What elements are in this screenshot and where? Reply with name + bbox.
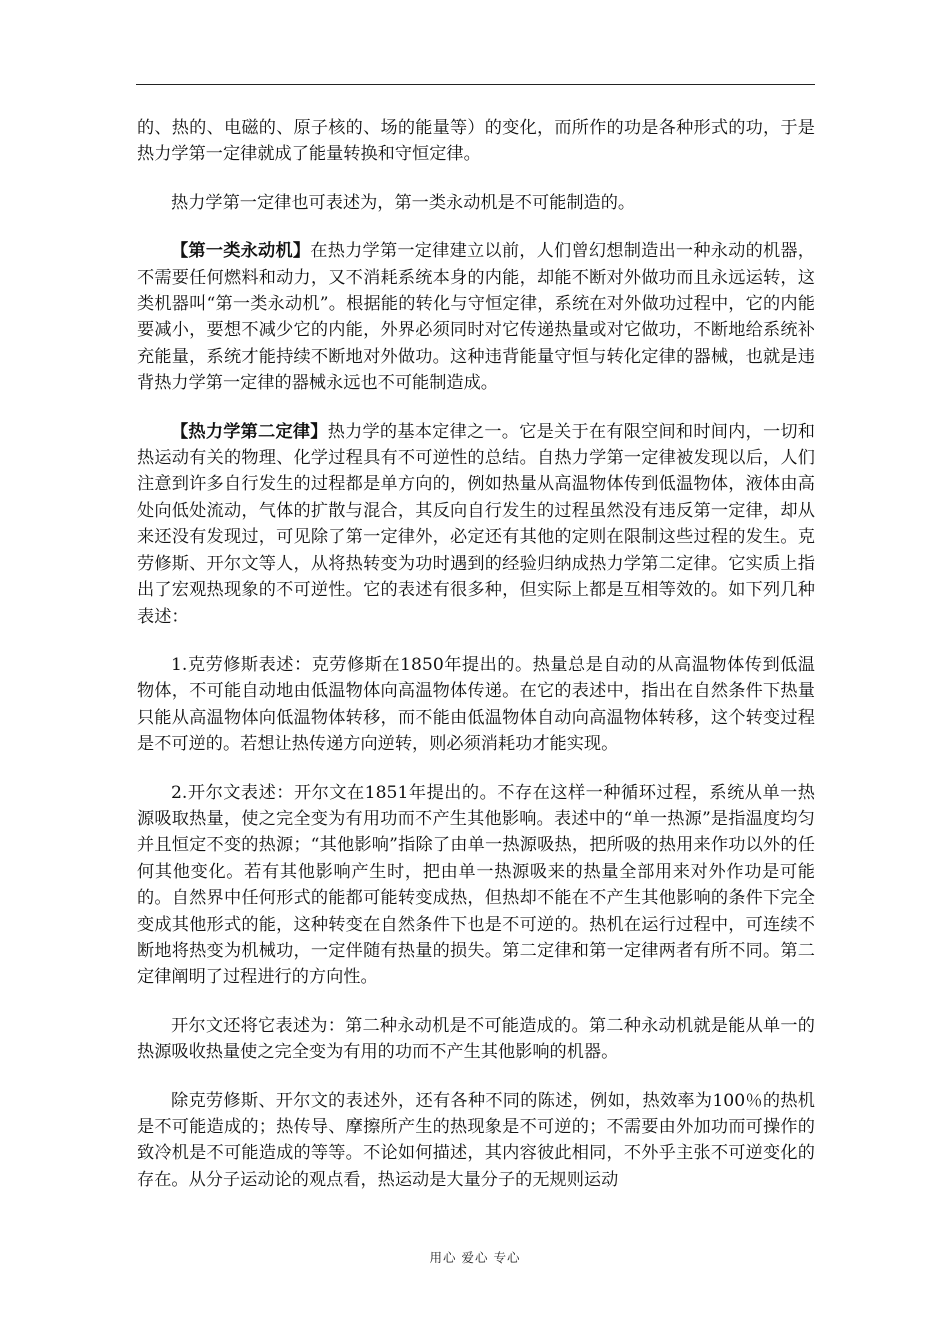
paragraph-text: 热力学第一定律也可表述为，第一类永动机是不可能制造的。 [171,192,636,213]
paragraph-other-statements [137,1088,815,1194]
paragraph-first-law-alt-statement [137,190,815,216]
document-body [137,115,815,1215]
paragraph-text: 的、热的、电磁的、原子核的、场的能量等）的变化，而所作的功是各种形式的功，于是热力学第一定律就成了能量转换和守恒定律。 [137,118,815,165]
paragraph-text: 1.克劳修斯表述：克劳修斯在1850年提出的。热量总是自动的从高温物体传到低温物体，不可能自动地由低温物体向高温物体传递。在它的表述中，指出在自然条件下热量只能从高温物体向低温物体转移，而不能由低温物体自动向高温物体转移，这个转变过程是不可逆的。若想让热传递方向逆转，则必须消耗功才能实现。 [137,654,815,755]
paragraph-clausius-statement [137,652,815,758]
paragraph-perpetual-motion-first-kind [137,238,815,396]
paragraph-text: 2.开尔文表述：开尔文在1851年提出的。不存在这样一种循环过程，系统从单一热源吸取热量，使之完全变为有用功而不产生其他影响。表述中的“单一热源”是指温度均匀并且恒定不变的热源；“其他影响”指除了由单一热源吸热，把所吸的热用来作功以外的任何其他变化。若有其他影响产生时，把由单一热源吸来的热量全部用来对外作功是可能的。自然界中任何形式的能都可能转变成热，但热却不能在不产生其他影响的条件下完全变成其他形式的能，这种转变在自然条件下也是不可逆的。热机在运行过程中，可连续不断地将热变为机械功，一定伴随有热量的损失。第二定律和第一定律两者有所不同。第二定律阐明了过程进行的方向性。 [137,782,815,988]
paragraph-kelvin-second-kind [137,1013,815,1066]
paragraph-text: 在热力学第一定律建立以前，人们曾幻想制造出一种永动的机器，不需要任何燃料和动力，又不消耗系统本身的内能，却能不断对外做功而且永远运转，这类机器叫“第一类永动机”。根据能的转化与守恒定律，系统在对外做功过程中，它的内能要减小，要想不减少它的内能，外界必须同时对它传递热量或对它做功，不断地给系统补充能量，系统才能持续不断地对外做功。这种违背能量守恒与转化定律的器械，也就是违背热力学第一定律的器械永远也不可能制造成。 [137,241,815,394]
page-footer: 用心 爱心 专心 [429,1250,521,1265]
term-heading: 【热力学第二定律】 [171,421,328,442]
paragraph-energy-conservation-continued [137,115,815,168]
term-heading: 【第一类永动机】 [171,241,311,262]
header-rule [136,84,815,85]
paragraph-kelvin-statement [137,780,815,991]
paragraph-text: 除克劳修斯、开尔文的表述外，还有各种不同的陈述，例如，热效率为100％的热机是不可能造成的；热传导、摩擦所产生的热现象是不可逆的；不需要由外加功而可操作的致冷机是不可能造成的等等。不论如何描述，其内容彼此相同，不外乎主张不可逆变化的存在。从分子运动论的观点看，热运动是大量分子的无规则运动 [137,1090,815,1190]
paragraph-text: 开尔文还将它表述为：第二种永动机是不可能造成的。第二种永动机就是能从单一的热源吸收热量使之完全变为有用的功而不产生其他影响的机器。 [137,1015,815,1063]
paragraph-second-law [137,419,815,630]
paragraph-text: 热力学的基本定律之一。它是关于在有限空间和时间内，一切和热运动有关的物理、化学过程具有不可逆性的总结。自热力学第一定律被发现以后，人们注意到许多自行发生的过程都是单方向的，例如热量从高温物体传到低温物体，液体由高处向低处流动，气体的扩散与混合，其反向自行发生的过程虽然没有违反第一定律，却从来还没有发现过，可见除了第一定律外，必定还有其他的定则在限制这些过程的发生。克劳修斯、开尔文等人，从将热转变为功时遇到的经验归纳成热力学第二定律。它实质上指出了宏观热现象的不可逆性。它的表述有很多种，但实际上都是互相等效的。如下列几种表述： [137,421,815,627]
